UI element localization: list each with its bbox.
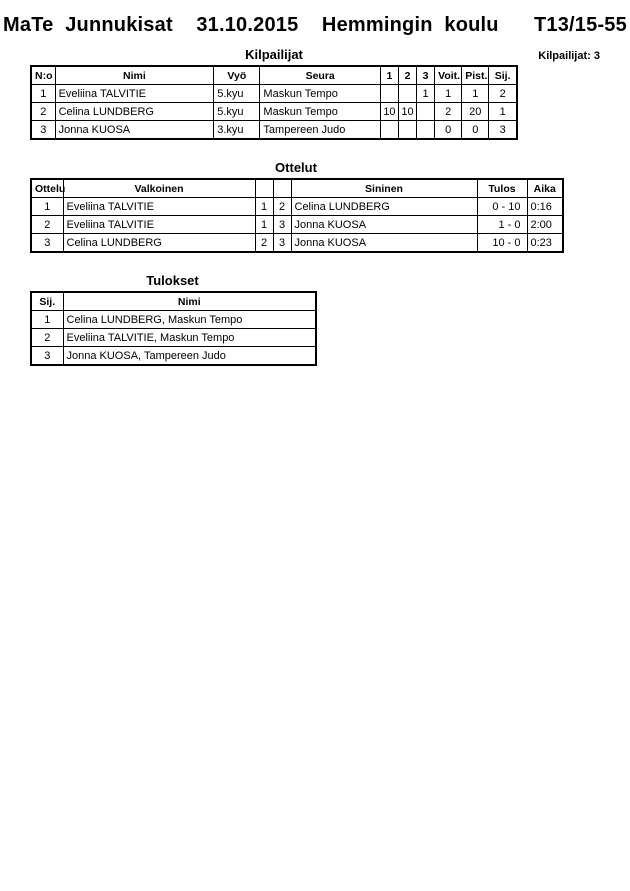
col-header-tulos: Tulos [477, 179, 527, 198]
kilpailijat-header-row [31, 66, 517, 85]
cell-nimi: Celina LUNDBERG, Maskun Tempo [63, 311, 316, 329]
col-header-3: 3 [417, 66, 435, 85]
kilpailijat-title: Kilpailijat [245, 47, 303, 62]
tulokset-table [30, 291, 317, 366]
cell-2 [398, 121, 416, 140]
section-ottelut [30, 140, 630, 253]
cell-voit: 1 [435, 85, 462, 103]
cell-no: 2 [31, 103, 55, 121]
table-row [31, 329, 316, 347]
cell-match-no: 1 [31, 198, 63, 216]
cell-1 [380, 121, 398, 140]
ottelut-header-row [31, 179, 563, 198]
cell-aika: 2:00 [527, 216, 563, 234]
col-header-pist: Pist. [462, 66, 489, 85]
cell-sininen: Celina LUNDBERG [291, 198, 477, 216]
cell-no: 1 [31, 85, 55, 103]
cell-tulos: 10 - 0 [477, 234, 527, 253]
cell-1: 10 [380, 103, 398, 121]
cell-aika: 0:23 [527, 234, 563, 253]
kilpailijat-table [30, 65, 518, 140]
tulokset-header-row [31, 292, 316, 311]
cell-3 [417, 121, 435, 140]
cell-nimi: Jonna KUOSA [55, 121, 214, 140]
col-header-voit: Voit. [435, 66, 462, 85]
cell-2: 10 [398, 103, 416, 121]
cell-sij: 1 [31, 311, 63, 329]
cell-3: 1 [417, 85, 435, 103]
cell-sininen: Jonna KUOSA [291, 234, 477, 253]
cell-valkoinen: Eveliina TALVITIE [63, 216, 255, 234]
cell-vyo: 3.kyu [214, 121, 260, 140]
col-header-bnum [273, 179, 291, 198]
cell-pist: 20 [462, 103, 489, 121]
col-header-2: 2 [398, 66, 416, 85]
table-row [31, 311, 316, 329]
cell-valkoinen: Eveliina TALVITIE [63, 198, 255, 216]
col-header-nimi: Nimi [55, 66, 214, 85]
cell-voit: 2 [435, 103, 462, 121]
cell-nimi: Celina LUNDBERG [55, 103, 214, 121]
col-header-seura: Seura [260, 66, 380, 85]
cell-sij: 3 [31, 347, 63, 366]
col-header-sij: Sij. [31, 292, 63, 311]
ottelut-table [30, 178, 564, 253]
competitor-count: Kilpailijat: 3 [538, 50, 600, 62]
page-title: MaTe Junnukisat 31.10.2015 Hemmingin koulu T13/15-55 [3, 14, 627, 36]
cell-seura: Maskun Tempo [260, 103, 380, 121]
cell-pist: 0 [462, 121, 489, 140]
col-header-nimi: Nimi [63, 292, 316, 311]
cell-voit: 0 [435, 121, 462, 140]
table-row [31, 347, 316, 366]
sections-container [30, 37, 630, 366]
cell-nimi: Eveliina TALVITIE, Maskun Tempo [63, 329, 316, 347]
col-header-aika: Aika [527, 179, 563, 198]
cell-vyo: 5.kyu [214, 103, 260, 121]
col-header-wnum [255, 179, 273, 198]
col-header-sij: Sij. [489, 66, 517, 85]
cell-tulos: 1 - 0 [477, 216, 527, 234]
cell-sij: 2 [31, 329, 63, 347]
col-header-ottelu: Ottelu [31, 179, 63, 198]
cell-vyo: 5.kyu [214, 85, 260, 103]
table-row [31, 103, 517, 121]
table-row [31, 234, 563, 253]
col-header-valkoinen: Valkoinen [63, 179, 255, 198]
cell-valkoinen: Celina LUNDBERG [63, 234, 255, 253]
cell-nimi: Eveliina TALVITIE [55, 85, 214, 103]
table-row [31, 198, 563, 216]
col-header-vyo: Vyö [214, 66, 260, 85]
cell-sij: 3 [489, 121, 517, 140]
table-row [31, 85, 517, 103]
ottelut-title: Ottelut [275, 160, 317, 175]
cell-nimi: Jonna KUOSA, Tampereen Judo [63, 347, 316, 366]
cell-match-no: 2 [31, 216, 63, 234]
cell-wnum: 2 [255, 234, 273, 253]
table-row [31, 216, 563, 234]
col-header-sininen: Sininen [291, 179, 477, 198]
cell-wnum: 1 [255, 198, 273, 216]
cell-sij: 1 [489, 103, 517, 121]
cell-3 [417, 103, 435, 121]
col-header-no: N:o [31, 66, 55, 85]
cell-2 [398, 85, 416, 103]
col-header-1: 1 [380, 66, 398, 85]
cell-bnum: 2 [273, 198, 291, 216]
cell-sij: 2 [489, 85, 517, 103]
cell-wnum: 1 [255, 216, 273, 234]
cell-aika: 0:16 [527, 198, 563, 216]
cell-seura: Tampereen Judo [260, 121, 380, 140]
cell-1 [380, 85, 398, 103]
cell-bnum: 3 [273, 234, 291, 253]
cell-sininen: Jonna KUOSA [291, 216, 477, 234]
section-tulokset [30, 253, 630, 366]
tulokset-title: Tulokset [146, 273, 199, 288]
cell-no: 3 [31, 121, 55, 140]
cell-seura: Maskun Tempo [260, 85, 380, 103]
cell-match-no: 3 [31, 234, 63, 253]
cell-tulos: 0 - 10 [477, 198, 527, 216]
table-row [31, 121, 517, 140]
cell-pist: 1 [462, 85, 489, 103]
cell-bnum: 3 [273, 216, 291, 234]
